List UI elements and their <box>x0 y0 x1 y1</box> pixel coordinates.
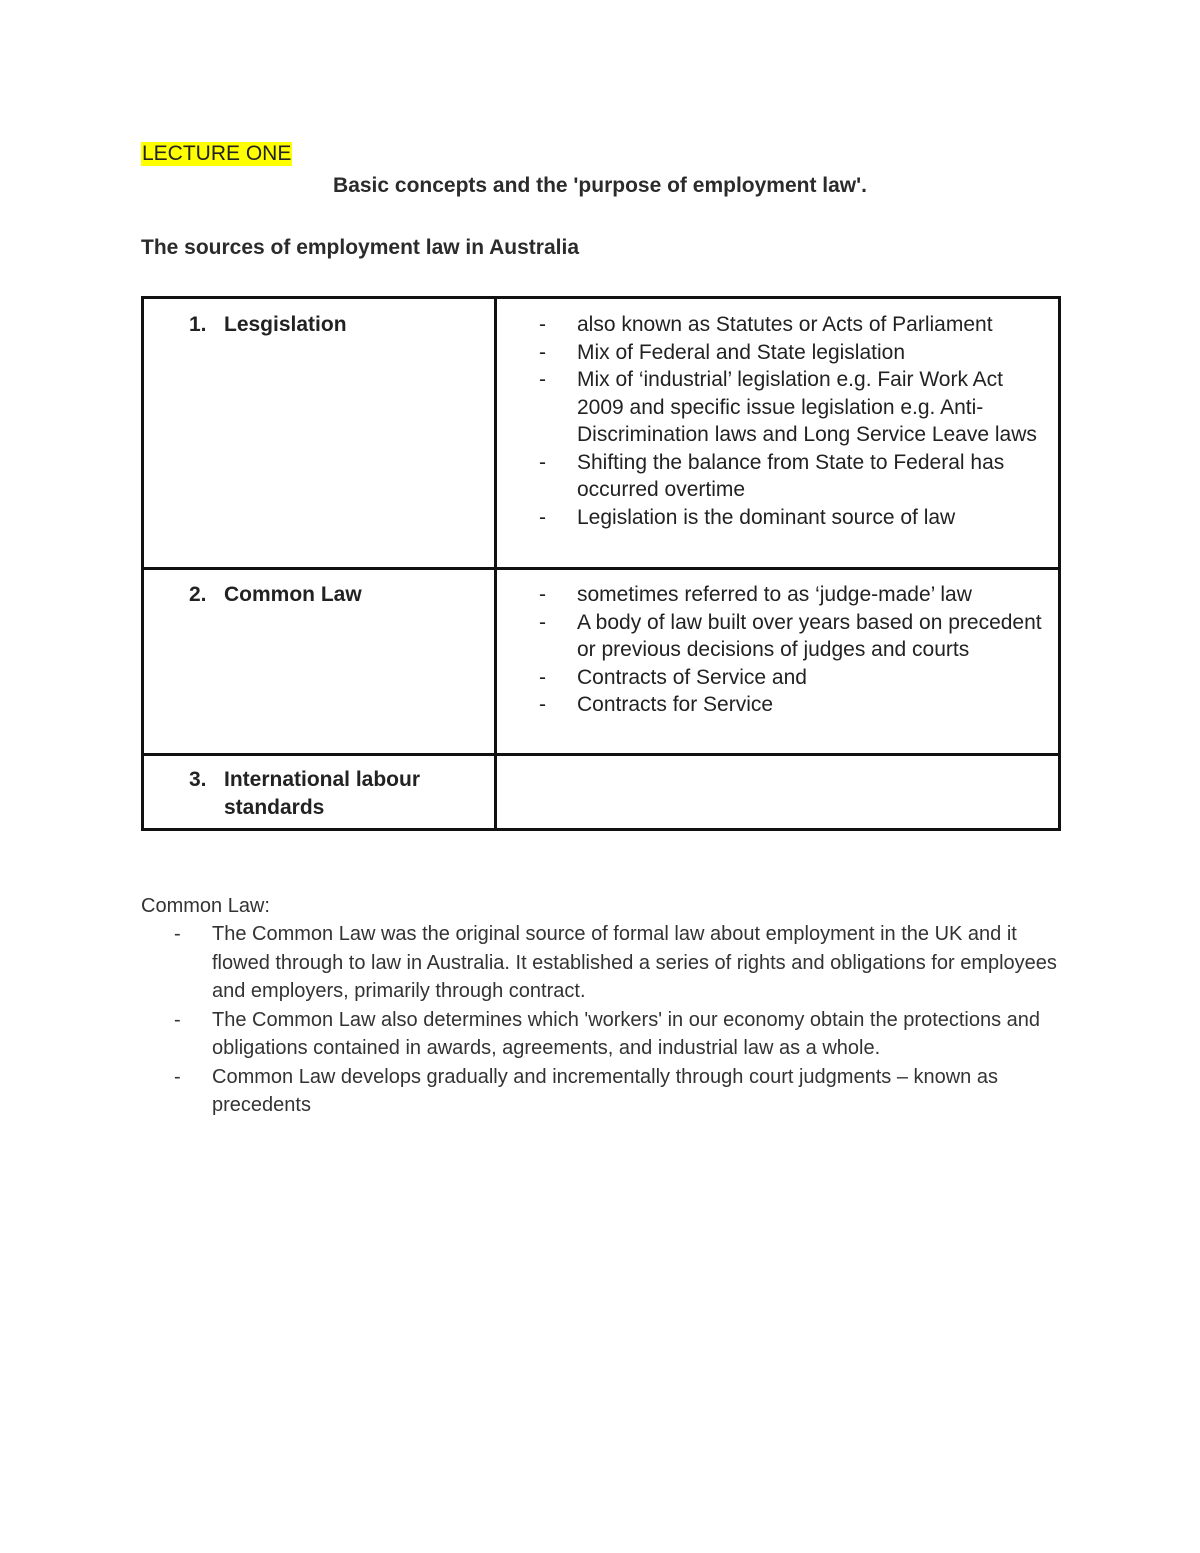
bullet-dash: - <box>174 923 181 945</box>
table-row <box>143 755 1060 830</box>
list-item: - The Common Law was the original source of formal law about employment in the UK and it flowed through to law in Australia. It established a series of rights and obligations for employees and employers, primarily through contract. <box>141 920 1061 1006</box>
source-name: International labour standards <box>224 768 421 819</box>
table-row <box>143 569 1060 755</box>
list-item: - sometimes referred to as ‘judge-made’ law <box>497 581 1048 609</box>
source-name: Common Law <box>224 583 362 606</box>
source-cell <box>143 298 496 569</box>
bullet-dash: - <box>174 1065 181 1088</box>
list-item: - Mix of ‘industrial’ legislation e.g. Fair Work Act 2009 and specific issue legislation e.g. Anti-Discrimination laws and Long Service Leave laws <box>497 366 1048 449</box>
bullet-dash: - <box>539 313 546 336</box>
source-cell <box>143 755 496 830</box>
sources-table <box>141 296 1061 831</box>
description-cell <box>496 569 1060 755</box>
source-number: 3. <box>189 768 207 791</box>
source-number: 2. <box>189 583 207 606</box>
list-item: - also known as Statutes or Acts of Parliament <box>497 311 1048 339</box>
list-item: - Shifting the balance from State to Federal has occurred overtime <box>497 449 1048 504</box>
description-list <box>497 299 1058 531</box>
description-cell-empty <box>496 755 1060 830</box>
description-cell <box>496 298 1060 569</box>
list-item: - Contracts of Service and <box>497 664 1048 692</box>
source-number: 1. <box>189 313 207 336</box>
section-heading: The sources of employment law in Australia <box>141 236 579 259</box>
common-law-heading: Common Law: <box>141 895 270 917</box>
bullet-dash: - <box>539 368 546 391</box>
list-item: - Contracts for Service <box>497 691 1048 719</box>
document-title: Basic concepts and the 'purpose of employment law'. <box>333 174 867 197</box>
bullet-dash: - <box>539 665 546 689</box>
source-name: Lesgislation <box>224 313 347 336</box>
list-item: - The Common Law also determines which 'workers' in our economy obtain the protections and obligations contained in awards, agreements, and industrial law as a whole. <box>141 1006 1061 1063</box>
list-item: - Legislation is the dominant source of law <box>497 504 1048 532</box>
bullet-dash: - <box>539 450 546 474</box>
source-cell <box>143 569 496 755</box>
lecture-label: LECTURE ONE <box>142 142 292 165</box>
bullet-dash: - <box>539 340 546 364</box>
list-item: - A body of law built over years based on precedent or previous decisions of judges and courts <box>497 609 1048 664</box>
bullet-dash: - <box>539 583 546 606</box>
bullet-dash: - <box>539 693 546 716</box>
bullet-dash: - <box>174 1008 181 1031</box>
list-item: - Common Law develops gradually and incrementally through court judgments – known as precedents <box>141 1063 1061 1120</box>
table-row <box>143 298 1060 569</box>
common-law-notes <box>141 920 1061 1120</box>
bullet-dash: - <box>539 505 546 529</box>
bullet-dash: - <box>539 610 546 634</box>
list-item: - Mix of Federal and State legislation <box>497 339 1048 367</box>
description-list <box>497 570 1058 719</box>
